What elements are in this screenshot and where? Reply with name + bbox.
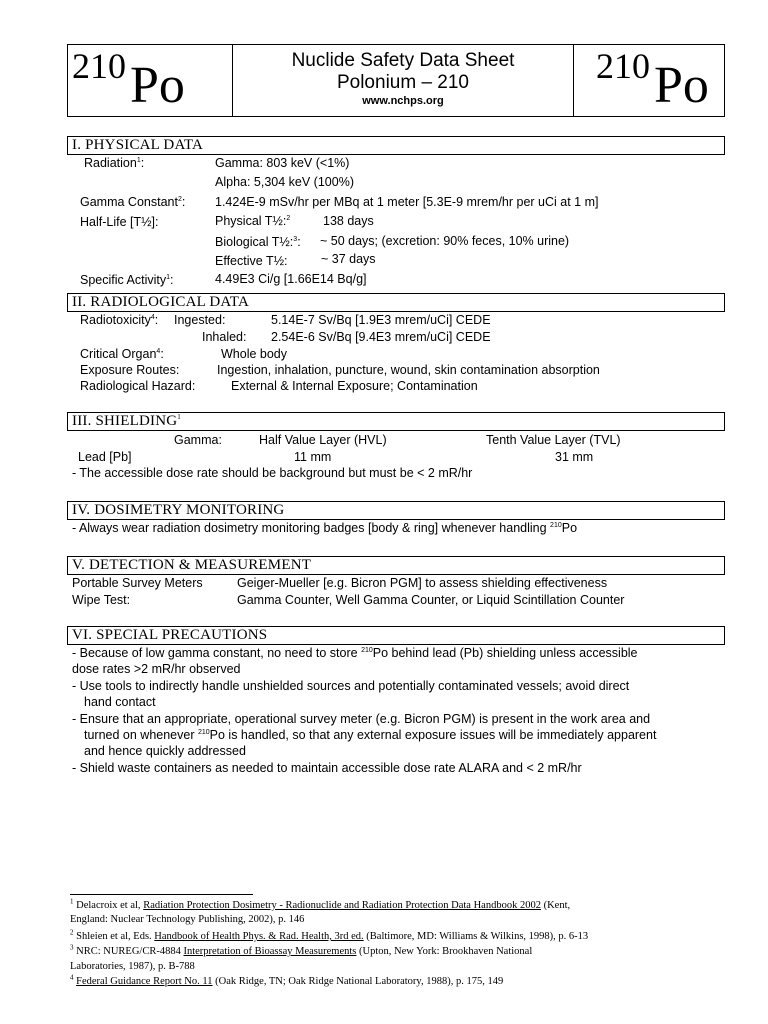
effective-half-life-label: Effective T½:	[215, 254, 288, 268]
gamma-constant-value: 1.424E-9 mSv/hr per MBq at 1 meter [5.3E-9 mrem/hr per uCi at 1 m]	[215, 195, 599, 209]
section-heading-detection: V. DETECTION & MEASUREMENT	[67, 556, 725, 575]
shielding-gamma-label: Gamma:	[174, 433, 222, 447]
document-subtitle: Polonium – 210	[336, 72, 470, 93]
precaution-2: - Use tools to indirectly handle unshielded sources and potentially contaminated vessels; avoid direct	[72, 679, 630, 693]
physical-half-life-value: 138 days	[323, 214, 374, 228]
dosimetry-text: - Always wear radiation dosimetry monitoring badges [body & ring] whenever handling $^{210}$Po	[72, 521, 578, 535]
specific-activity-label: Specific Activity$^1$:	[80, 273, 174, 287]
radiological-hazard-value: External & Internal Exposure; Contamination	[231, 379, 478, 393]
exposure-routes-label: Exposure Routes:	[80, 363, 180, 377]
footnote-2: $^2$ Shleien et al, Eds. Handbook of Health Phys. & Rad. Health, 3rd ed. (Baltimore, MD: Williams & Wilkins, 1998), p. 6-13	[70, 928, 589, 942]
radiotoxicity-label: Radiotoxicity$^4$:	[80, 313, 159, 327]
biological-half-life-value: ~ 50 days; (excretion: 90% feces, 10% urine)	[320, 234, 570, 248]
section-heading-dosimetry: IV. DOSIMETRY MONITORING	[67, 501, 725, 520]
isotope-right	[573, 45, 724, 116]
title-block	[232, 45, 574, 108]
wipe-test-value: Gamma Counter, Well Gamma Counter, or Liquid Scintillation Counter	[237, 593, 625, 607]
radiation-label: Radiation$^1$:	[84, 156, 145, 170]
precaution-1: - Because of low gamma constant, no need to store $^{210}$Po behind lead (Pb) shielding unless accessible	[72, 646, 638, 660]
lead-label: Lead [Pb]	[78, 450, 132, 464]
shielding-note: - The accessible dose rate should be background but must be < 2 mR/hr	[72, 466, 473, 480]
isotope-mass: 210	[72, 46, 126, 86]
ingested-label: Ingested:	[174, 313, 226, 327]
footnote-1: $^1$ Delacroix et al, Radiation Protection Dosimetry - Radionuclide and Radiation Protection Data Handbook 2002 (Kent,	[70, 897, 571, 911]
half-life-label: Half-Life [T½]:	[80, 215, 159, 229]
radiological-hazard-label: Radiological Hazard:	[80, 379, 196, 393]
footnote-3-cont: Laboratories, 1987), p. B-788	[70, 961, 195, 972]
isotope-mass: 210	[596, 46, 650, 86]
document-title: Nuclide Safety Data Sheet	[291, 50, 515, 71]
header-box	[67, 44, 725, 117]
wipe-test-label: Wipe Test:	[72, 593, 131, 607]
precaution-4: - Shield waste containers as needed to maintain accessible dose rate ALARA and < 2 mR/hr	[72, 761, 582, 775]
lead-hvl: 11 mm	[294, 450, 332, 464]
precaution-3-cont2: and hence quickly addressed	[84, 744, 246, 758]
section-heading-shielding: III. SHIELDING$^1$	[67, 412, 725, 431]
precaution-3-cont: turned on whenever $^{210}$Po is handled, so that any external exposure issues will be immediately apparent	[84, 728, 657, 742]
specific-activity-value: 4.49E3 Ci/g [1.66E14 Bq/g]	[215, 272, 367, 286]
precaution-2-cont: hand contact	[84, 695, 156, 709]
precaution-3: - Ensure that an appropriate, operational survey meter (e.g. Bicron PGM) is present in the work area and	[72, 712, 651, 726]
ingested-value: 5.14E-7 Sv/Bq [1.9E3 mrem/uCi] CEDE	[271, 313, 491, 327]
alpha-energy: Alpha: 5,304 keV (100%)	[215, 175, 354, 189]
section-heading-radiological: II. RADIOLOGICAL DATA	[67, 293, 725, 312]
footnote-3: $^3$ NRC: NUREG/CR-4884 Interpretation of Bioassay Measurements (Upton, New York: Brookhaven National	[70, 943, 533, 957]
biological-half-life-label: Biological T½:$^3$:	[215, 235, 301, 249]
isotope-left	[68, 45, 233, 116]
effective-half-life-value: ~ 37 days	[321, 252, 376, 266]
portable-meters-value: Geiger-Mueller [e.g. Bicron PGM] to assess shielding effectiveness	[237, 576, 608, 590]
gamma-energy: Gamma: 803 keV (<1%)	[215, 156, 350, 170]
footnote-1-cont: England: Nuclear Technology Publishing, 2002), p. 146	[70, 914, 305, 925]
physical-half-life-label: Physical T½:$^2$	[215, 214, 291, 228]
gamma-constant-label: Gamma Constant$^2$:	[80, 195, 186, 209]
lead-tvl: 31 mm	[555, 450, 594, 464]
inhaled-value: 2.54E-6 Sv/Bq [9.4E3 mrem/uCi] CEDE	[271, 330, 491, 344]
hvl-header: Half Value Layer (HVL)	[259, 433, 387, 447]
website-link[interactable]: www.nchps.org	[362, 95, 444, 107]
exposure-routes-value: Ingestion, inhalation, puncture, wound, skin contamination absorption	[217, 363, 600, 377]
tvl-header: Tenth Value Layer (TVL)	[486, 433, 621, 447]
portable-meters-label: Portable Survey Meters	[72, 576, 203, 590]
section-heading-precautions: VI. SPECIAL PRECAUTIONS	[67, 626, 725, 645]
critical-organ-label: Critical Organ$^4$:	[80, 347, 164, 361]
footnote-rule	[70, 894, 253, 895]
precaution-1-cont: dose rates >2 mR/hr observed	[72, 662, 241, 676]
critical-organ-value: Whole body	[221, 347, 288, 361]
inhaled-label: Inhaled:	[202, 330, 247, 344]
section-heading-physical: I. PHYSICAL DATA	[67, 136, 725, 155]
footnote-4: $^4$ Federal Guidance Report No. 11 (Oak Ridge, TN; Oak Ridge National Laboratory, 1988), p. 175, 149	[70, 973, 504, 987]
isotope-symbol: Po	[654, 57, 709, 114]
isotope-symbol: Po	[130, 57, 185, 114]
